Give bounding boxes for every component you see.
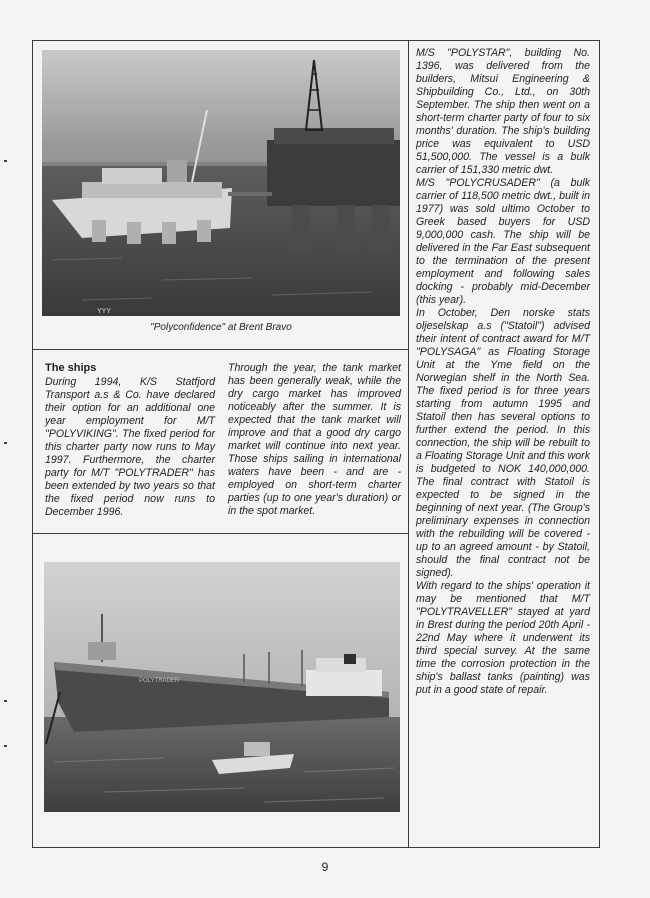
right-column [416, 47, 590, 697]
section-heading: The ships [45, 362, 97, 374]
ships-column-1 [45, 362, 215, 519]
page-number: 9 [321, 860, 329, 874]
right-paragraph-3: In October, Den norske stats oljeselskap a.s ("Statoil") advised their intent of contract award for M/T "POLYSAGA" as Floating Storage Unit at the Yme field on the Norwegian shelf in the North Sea. The fixed period is for three years starting from autumn 1995 and Statoil then has several options to further extend the period. In this connection, the ship will be rebuilt to a Floating Storage Unit and this work is budgeted to NOK 140,000,000. The final contract with Statoil is expected to be signed in the beginning of next year. (The Group's preliminary expenses in connection with the rebuilding will be covered - up to an agreed amount - by Statoil, should the final contract not be signed). [416, 307, 590, 579]
margin-mark [4, 700, 7, 702]
ships-paragraph-2: Through the year, the tank market has been generally weak, while the dry cargo market has improved noticeably after the summer. It is expected that the tank market will improve and that a good dry cargo market will continue into next year. Those ships sailing in international waters have been - and are - employed on short-term charter parties (up to one year's duration) or in the spot market. [228, 362, 401, 517]
tanker-photo [44, 562, 400, 812]
margin-mark [4, 745, 7, 747]
platform-photo [42, 50, 400, 316]
section-divider-top [32, 349, 409, 350]
hull-name: POLYTRADER [139, 678, 180, 684]
ships-column-2 [228, 362, 401, 518]
ships-paragraph-1: During 1994, K/S Statfjord Transport a.s & Co. have declared their option for an additional one year employment for M/T "POLYVIKING". The fixed period for this charter party now runs to May 1997. Furthermore, the charter party for M/T "POLYTRADER" has been extended by two years so that the fixed period now runs to December 1996. [45, 376, 215, 518]
right-paragraph-2: M/S "POLYCRUSADER" (a bulk carrier of 118,500 metric dwt., built in 1977) was sold ultimo October to Greek based buyers for USD 9,000,000 cash. The ship will be delivered in the Far East subsequent to the termination of the present employment and following sales docking - probably mid-December (this year). [416, 177, 590, 306]
photo-caption: "Polyconfidence" at Brent Bravo [150, 322, 292, 333]
section-divider-bottom [32, 533, 409, 534]
right-paragraph-4: With regard to the ships' operation it may be mentioned that M/T "POLYTRAVELLER" stayed at yard in Brest during the period 20th April - 22nd May where it underwent its third special survey. At the same time the corrosion protection in the ship's ballast tanks (painting) was put in a good state of repair. [416, 580, 590, 696]
column-divider [408, 40, 409, 848]
margin-mark [4, 160, 7, 162]
right-paragraph-1: M/S "POLYSTAR", building No. 1396, was delivered from the builders, Mitsui Engineering & Shipbuilding Co., Ltd., on 30th September. The ship then went on a short-term charter party of four to six months' duration. The ship's building price was equivalent to USD 51,500,000. The vessel is a bulk carrier of 151,330 metric dwt. [416, 47, 590, 176]
margin-mark [4, 442, 7, 444]
photo-watermark: YYY [97, 308, 112, 315]
